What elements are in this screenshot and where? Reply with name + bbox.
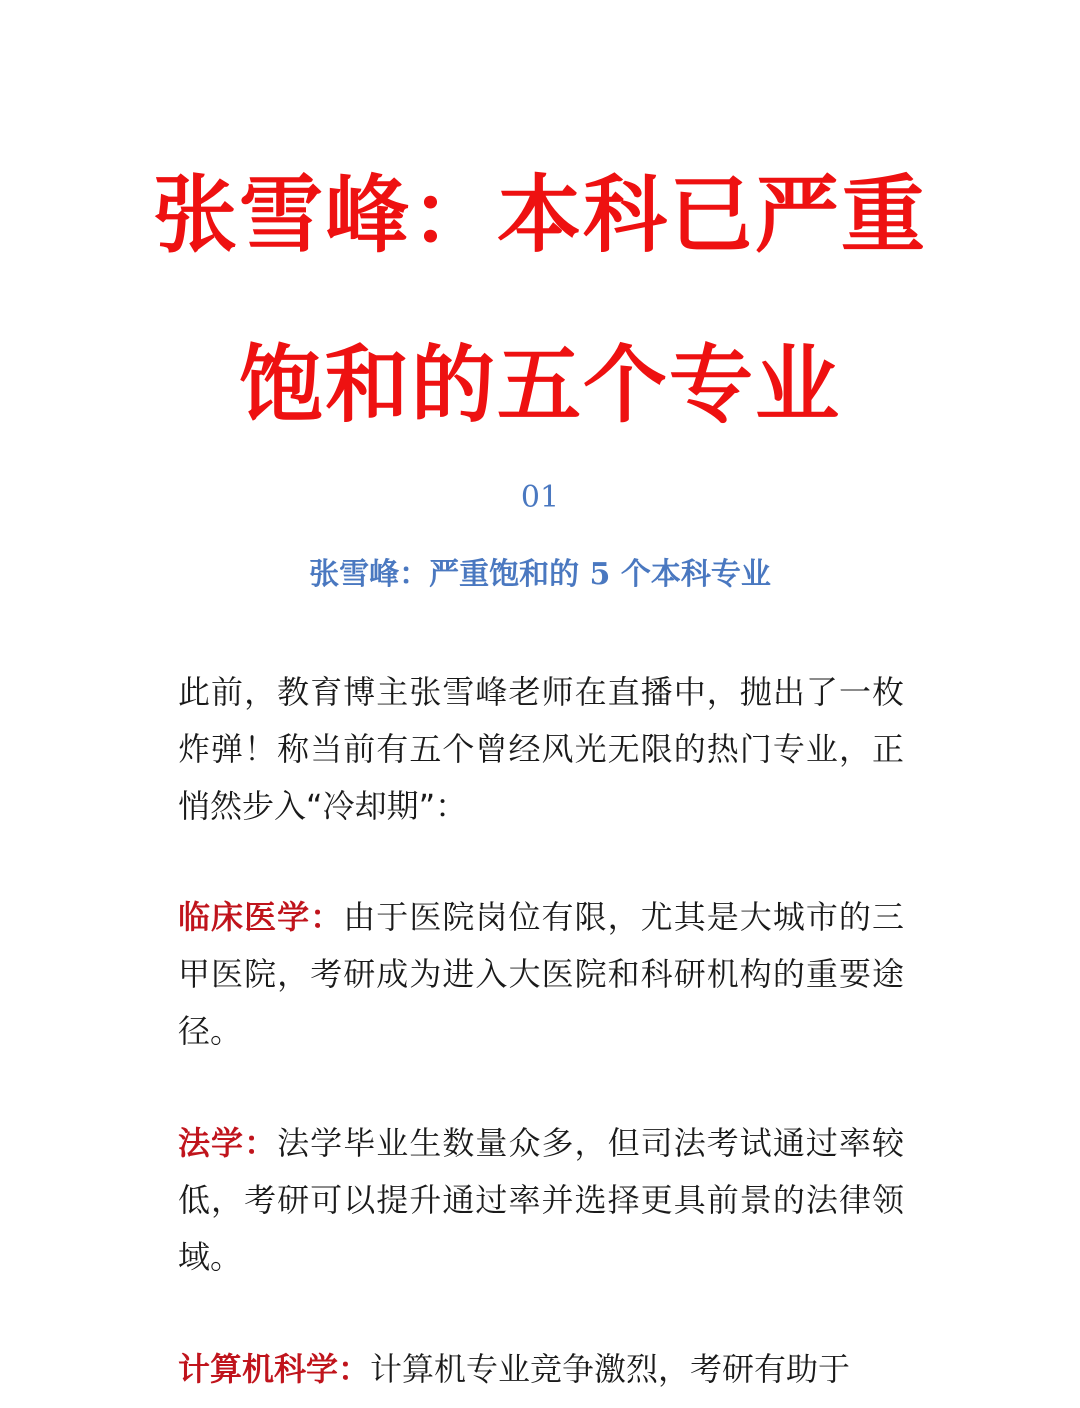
section-number: 01 bbox=[520, 480, 560, 515]
major-paragraph-law bbox=[178, 1115, 904, 1286]
major-paragraph-computer-science bbox=[178, 1341, 904, 1398]
major-description: 计算机专业竞争激烈，考研有助于 bbox=[370, 1350, 851, 1388]
major-label: 法学： bbox=[178, 1124, 278, 1162]
section-title: 张雪峰：严重饱和的 5 个本科专业 bbox=[309, 557, 771, 592]
major-label: 计算机科学： bbox=[178, 1350, 371, 1388]
major-description: 法学毕业生数量众多，但司法考试通过率较低，考研可以提升通过率并选择更具前景的法律领域。 bbox=[178, 1124, 904, 1276]
headline-line-1: 张雪峰：本科已严重 bbox=[152, 166, 927, 264]
headline-line-2: 饱和的五个专业 bbox=[238, 336, 841, 434]
major-label: 临床医学： bbox=[178, 898, 344, 936]
major-description: 由于医院岗位有限，尤其是大城市的三甲医院，考研成为进入大医院和科研机构的重要途径。 bbox=[178, 898, 904, 1050]
major-paragraph-clinical-medicine bbox=[178, 889, 904, 1060]
intro-paragraph: 此前，教育博主张雪峰老师在直播中，抛出了一枚炸弹！称当前有五个曾经风光无限的热门专业，正悄然步入“冷却期”： bbox=[178, 673, 904, 825]
